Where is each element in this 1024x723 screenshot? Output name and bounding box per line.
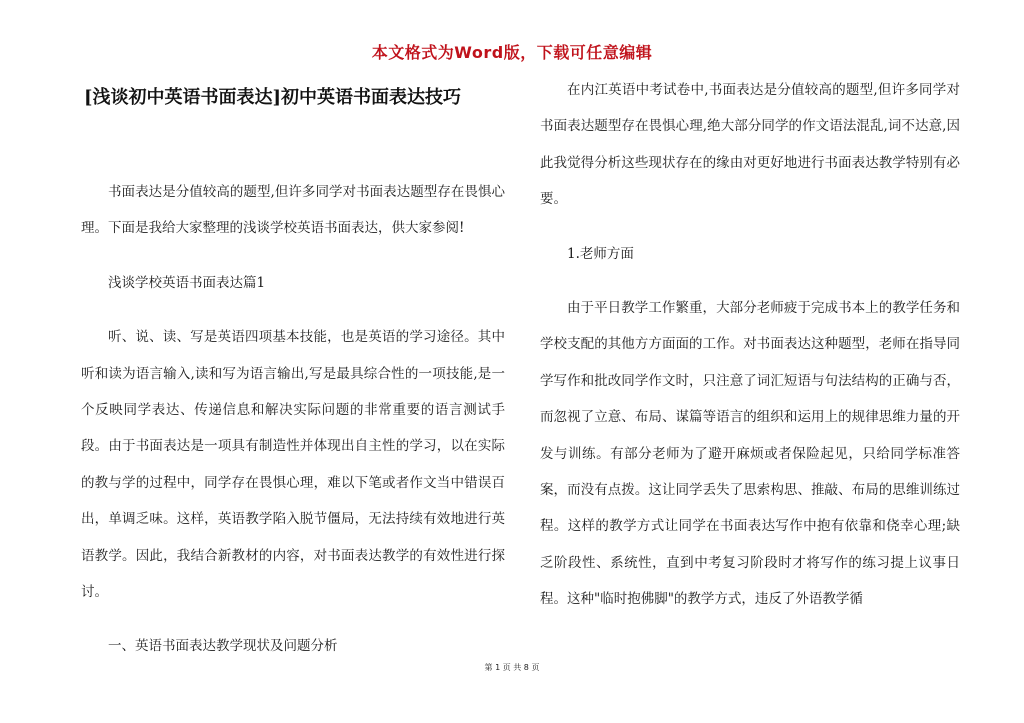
section-label: 浅谈学校英语书面表达篇1 <box>108 274 266 291</box>
subsection-heading: 1.老师方面 <box>567 245 634 262</box>
document-title: [浅谈初中英语书面表达]初中英语书面表达技巧 <box>84 87 462 108</box>
body-paragraph: 由于平日教学工作繁重，大部分老师疲于完成书本上的教学任务和学校支配的其他方方面面的工作。对书面表达这种题型，老师在指导同学写作和批改同学作文时，只注意了词汇短语与句法结构的正确与否，而忽视了立意、布局、谋篇等语言的组织和运用上的规律思维力量的开发与训练。有部分老师为了避开麻烦或者保险起见，只给同学标准答案，而没有点拨。这让同学丢失了思索构思、推敲、布局的思维训练过程。这样的教学方式让同学在书面表达写作中抱有依靠和侥幸心理;缺乏阶段性、系统性，直到中考复习阶段时才将写作的练习提上议事日程。这种"临时抱佛脚"的教学方式，违反了外语教学循 <box>540 300 960 608</box>
body-paragraph: 听、说、读、写是英语四项基本技能，也是英语的学习途径。其中听和读为语言输入,读和写为语言输出,写是最具综合性的一项技能,是一个反映同学表达、传递信息和解决实际问题的非常重要的语言测试手段。由于书面表达是一项具有制造性并体现出自主性的学习，以在实际的教与学的过程中，同学存在畏惧心理，难以下笔或者作文当中错误百出，单调乏味。这样，英语教学陷入脱节僵局，无法持续有效地进行英语教学。因此，我结合新教材的内容，对书面表达教学的有效性进行探讨。 <box>81 329 505 601</box>
body-paragraph: 在内江英语中考试卷中,书面表达是分值较高的题型,但许多同学对书面表达题型存在畏惧心理,绝大部分同学的作文语法混乱,词不达意,因此我觉得分析这些现状存在的缘由对更好地进行书面表达教学特别有必要。 <box>540 82 960 208</box>
page-number: 第 1 页 共 8 页 <box>484 663 540 672</box>
intro-paragraph: 书面表达是分值较高的题型,但许多同学对书面表达题型存在畏惧心理。下面是我给大家整理的浅谈学校英语书面表达，供大家参阅! <box>81 184 505 237</box>
left-column <box>81 174 505 665</box>
format-banner: 本文格式为Word版，下载可任意编辑 <box>371 43 653 62</box>
right-column <box>540 72 960 618</box>
section-heading: 一、英语书面表达教学现状及问题分析 <box>108 638 338 655</box>
